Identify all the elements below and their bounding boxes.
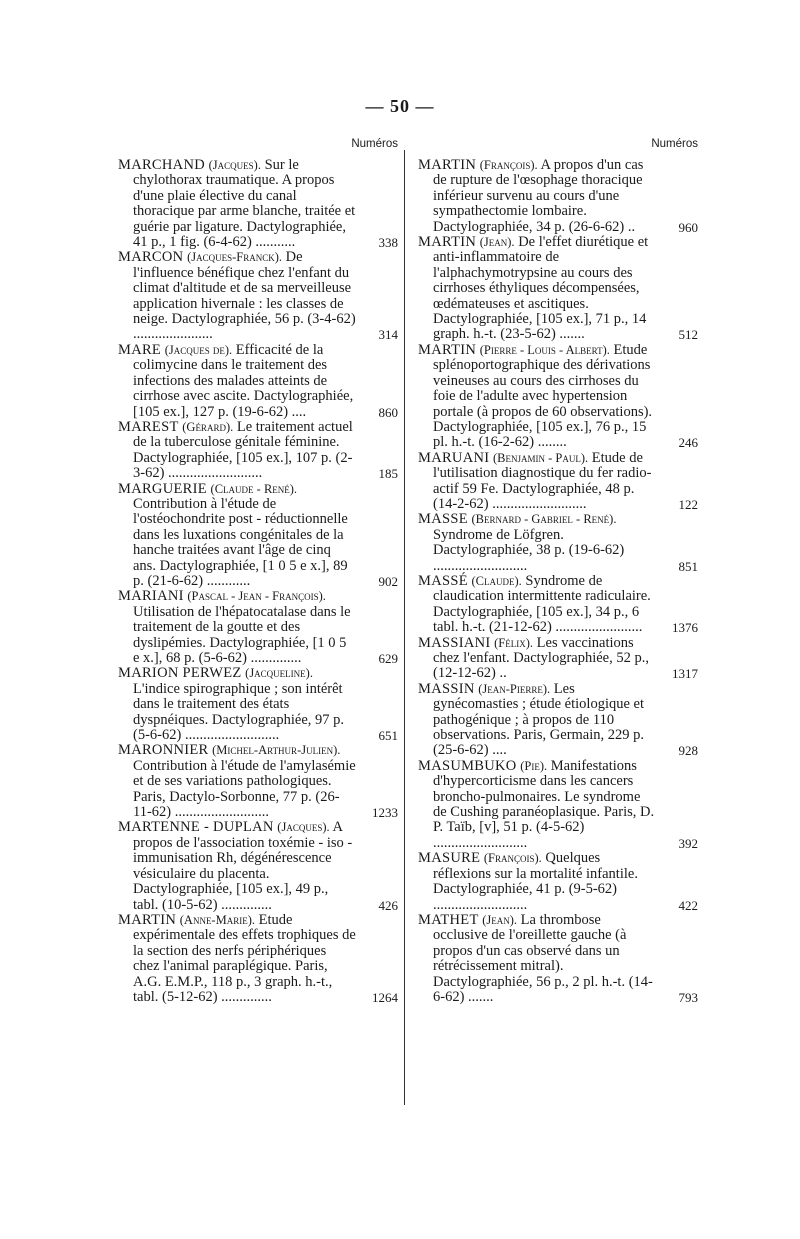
column-header: Numéros [351, 138, 398, 150]
thesis-entry [413, 636, 698, 682]
thesis-number: 426 [378, 897, 398, 913]
entry-body [418, 235, 698, 343]
thesis-description: Etude de l'utilisation diagnostique du fer radio-actif 59 Fe. Dactylographiée, 48 p. (14-2-62) .......................... [433, 449, 652, 512]
right-column [413, 138, 698, 1005]
thesis-entry [113, 343, 398, 420]
thesis-number: 185 [378, 466, 398, 482]
thesis-number: 1376 [672, 620, 698, 636]
thesis-number: 338 [378, 235, 398, 251]
entry-body [118, 250, 398, 342]
author-surname: MASSIANI [418, 634, 491, 651]
column-divider [404, 150, 405, 1105]
thesis-number: 928 [678, 743, 698, 759]
entry-body [418, 636, 698, 682]
thesis-description: Syndrome de Löfgren. Dactylographiée, 38 p. (19-6-62) .......................... [433, 526, 625, 574]
entry-body [418, 913, 698, 1005]
entry-body [118, 482, 398, 590]
thesis-description: A propos d'un cas de rupture de l'œsophage thoracique inférieur survenu au cours d'une sympathectomie lombaire. Dactylographiée, 34 p. (26-6-62) .. [433, 157, 644, 235]
author-given-name: (Pie). [520, 758, 548, 773]
thesis-number: 1233 [372, 805, 398, 821]
entry-body [418, 574, 698, 636]
author-given-name: (Jacques). [208, 158, 261, 172]
thesis-entry [113, 250, 398, 342]
thesis-number: 246 [678, 435, 698, 451]
author-surname: MASURE [418, 850, 481, 867]
entry-body [418, 343, 698, 451]
author-surname: MARTIN [418, 234, 477, 251]
entry-body [118, 666, 398, 743]
author-given-name: (Gérard). [182, 419, 234, 434]
entry-body [118, 913, 398, 1005]
author-surname: MARUANI [418, 449, 490, 466]
author-given-name: (Jean-Pierre). [478, 681, 551, 696]
entry-body [118, 743, 398, 820]
author-given-name: (Félix). [494, 635, 534, 650]
thesis-number: 1264 [372, 989, 398, 1005]
author-given-name: (Pierre - Louis - Albert). [479, 342, 610, 357]
entry-body [418, 158, 698, 235]
author-given-name: (Jacques de). [164, 342, 233, 357]
author-given-name: (Jean). [479, 235, 515, 250]
author-surname: MASSÉ [418, 572, 468, 589]
thesis-number: 860 [378, 404, 398, 420]
thesis-description: A propos de l'association toxémie - iso - immunisation Rh, dégénérescence vésiculaire du placenta. Dactylographiée, [105 ex.], 49 p., tabl. (10-5-62) .............. [133, 819, 353, 913]
thesis-number: 960 [678, 219, 698, 235]
thesis-entry [113, 482, 398, 590]
author-given-name: (Jacqueline). [245, 666, 313, 681]
thesis-entry [413, 343, 698, 451]
thesis-description: Efficacité de la colimycine dans le traitement des infections des malades atteints de cirrhose avec ascite. Dactylographiée, [105 ex.], 127 p. (19-6-62) .... [133, 341, 354, 420]
thesis-description: Etude splénoportographique des dérivations veineuses au cours des cirrhoses du foie de l'adulte avec hypertension portale (à propos de 60 observations). Dactylographiée, [105 ex.], 76 p., 15 pl. h.-t. (16-2-62) ........ [433, 341, 653, 451]
thesis-description: Contribution à l'étude de l'amylasémie et de ses variations pathologiques. Paris, Dactylo-Sorbonne, 77 p. (26-11-62) .......................... [133, 757, 356, 821]
author-given-name: (Jacques-Franck). [187, 250, 283, 265]
author-surname: MATHET [418, 911, 479, 928]
author-surname: MASSE [418, 511, 468, 528]
thesis-description: Manifestations d'hypercorticisme dans les cancers broncho-pulmonaires. Le syndrome de Cushing paranéoplasique. Paris, D. P. Taïb, [v], 51 p. (4-5-62) .......................... [433, 757, 655, 851]
author-given-name: (Bernard - Gabriel - René). [471, 512, 617, 527]
entry-body [418, 851, 698, 913]
thesis-description: Etude expérimentale des effets trophiques de la section des nerfs périphériques chez l'animal paraplégique. Paris, A.G. E.M.P., 118 p., 3 graph. h.-t., tabl. (5-12-62) .............. [133, 911, 356, 1005]
author-surname: MARGUERIE [118, 480, 207, 497]
left-column [113, 138, 398, 1005]
author-given-name: (Michel-Arthur-Julien). [212, 743, 341, 758]
author-surname: MAREST [118, 418, 179, 435]
thesis-description: De l'effet diurétique et anti-inflammatoire de l'alphachymotrypsine au cours des cirrhoses éthyliques décompensées, œdémateuses et ascitiques. Dactylographiée, [105 ex.], 71 p., 14 graph. h.-t. (23-5-62) ....... [433, 234, 649, 343]
thesis-number: 392 [678, 835, 698, 851]
thesis-number: 851 [678, 558, 698, 574]
author-surname: MARTIN [418, 157, 477, 173]
author-surname: MARTIN [118, 911, 177, 928]
entry-body [418, 451, 698, 513]
thesis-description: De l'influence bénéfique chez l'enfant du climat d'altitude et de sa merveilleuse application hivernale : les classes de neige. Dactylographiée, 56 p. (3-4-62) ...................... [133, 249, 356, 343]
thesis-entry [413, 158, 698, 235]
page-number: — 50 — [365, 96, 435, 116]
entry-list [413, 158, 698, 1005]
thesis-description: Quelques réflexions sur la mortalité infantile. Dactylographiée, 41 p. (9-5-62) .......................... [433, 850, 638, 913]
thesis-entry [113, 666, 398, 743]
entry-body [118, 589, 398, 666]
thesis-number: 422 [678, 897, 698, 913]
thesis-entry [413, 451, 698, 513]
author-given-name: (Benjamin - Paul). [493, 450, 589, 465]
thesis-number: 629 [378, 651, 398, 666]
thesis-entry [113, 589, 398, 666]
thesis-number: 902 [378, 573, 398, 589]
thesis-entry [113, 158, 398, 250]
thesis-number: 512 [678, 327, 698, 343]
entry-body [418, 759, 698, 851]
author-surname: MARCHAND [118, 157, 205, 173]
thesis-entry [113, 743, 398, 820]
thesis-description: Utilisation de l'hépatocatalase dans le traitement de la goutte et des dyslipémies. Dactylographiée, [1 0 5 e x.], 68 p. (5-6-62) .............. [133, 603, 351, 666]
thesis-entry [413, 851, 698, 913]
author-surname: MARE [118, 341, 162, 358]
entry-body [118, 820, 398, 912]
thesis-description: Contribution à l'étude de l'ostéochondrite post - réductionnelle dans les luxations congénitales de la hanche traitées avant l'âge de cinq ans. Dactylographiée, [1 0 5 e x.], 89 p. (21-6-62) ............ [133, 495, 348, 589]
thesis-number: 122 [678, 496, 698, 512]
author-given-name: (Anne-Marie). [179, 912, 255, 927]
author-given-name: (François). [479, 158, 538, 172]
author-given-name: (François). [483, 851, 542, 866]
thesis-entry [413, 235, 698, 343]
thesis-entry [413, 759, 698, 851]
entry-list [113, 158, 398, 1005]
author-surname: MARIANI [118, 588, 184, 605]
thesis-number: 651 [378, 728, 398, 744]
author-given-name: (Jacques). [277, 820, 330, 835]
thesis-number: 793 [678, 989, 698, 1005]
thesis-entry [113, 820, 398, 912]
thesis-description: Syndrome de claudication intermittente radiculaire. Dactylographiée, [105 ex.], 34 p., 6 tabl. h.-t. (21-12-62) ........................ [433, 572, 651, 636]
author-surname: MASUMBUKO [418, 757, 517, 774]
author-given-name: (Jean). [482, 912, 518, 927]
thesis-entry [113, 420, 398, 482]
thesis-entry [113, 913, 398, 1005]
thesis-entry [413, 682, 698, 759]
thesis-entry [413, 512, 698, 574]
author-given-name: (Claude - René). [210, 481, 298, 496]
entry-body [418, 682, 698, 759]
author-surname: MARTIN [418, 341, 477, 358]
thesis-description: Les vaccinations chez l'enfant. Dactylographiée, 52 p., (12-12-62) .. [433, 634, 649, 682]
author-given-name: (Claude). [471, 573, 522, 588]
author-surname: MASSIN [418, 680, 475, 697]
thesis-description: Le traitement actuel de la tuberculose génitale féminine. Dactylographiée, [105 ex.], 107 p. (2-3-62) .......................... [133, 418, 353, 482]
author-surname: MARION PERWEZ [118, 665, 242, 682]
author-surname: MARCON [118, 249, 184, 266]
thesis-number: 1317 [672, 666, 698, 682]
author-surname: MARONNIER [118, 742, 209, 759]
entry-body [418, 512, 698, 574]
thesis-entry [413, 574, 698, 636]
thesis-description: Sur le chylothorax traumatique. A propos d'une plaie élective du canal thoracique par arme blanche, traitée et guérie par ligature. Dactylographiée, 41 p., 1 fig. (6-4-62) ........... [133, 157, 356, 251]
author-given-name: (Pascal - Jean - François). [187, 589, 326, 604]
thesis-description: L'indice spirographique ; son intérêt dans le traitement des états dyspnéiques. Dactylographiée, 97 p. (5-6-62) .......................... [133, 680, 345, 744]
author-surname: MARTENNE - DUPLAN [118, 819, 274, 836]
entry-body [118, 158, 398, 250]
thesis-description: La thrombose occlusive de l'oreillette gauche (à propos d'un cas observé dans un rétrécissement mitral). Dactylographiée, 56 p., 2 pl. h.-t. (14-6-62) ....... [433, 911, 653, 1005]
thesis-description: Les gynécomasties ; étude étiologique et pathogénique ; à propos de 110 observations. Paris, Germain, 229 p. (25-6-62) .... [433, 680, 645, 759]
entry-body [118, 343, 398, 420]
column-header: Numéros [651, 138, 698, 150]
thesis-entry [413, 913, 698, 1005]
thesis-number: 314 [378, 327, 398, 343]
entry-body [118, 420, 398, 482]
